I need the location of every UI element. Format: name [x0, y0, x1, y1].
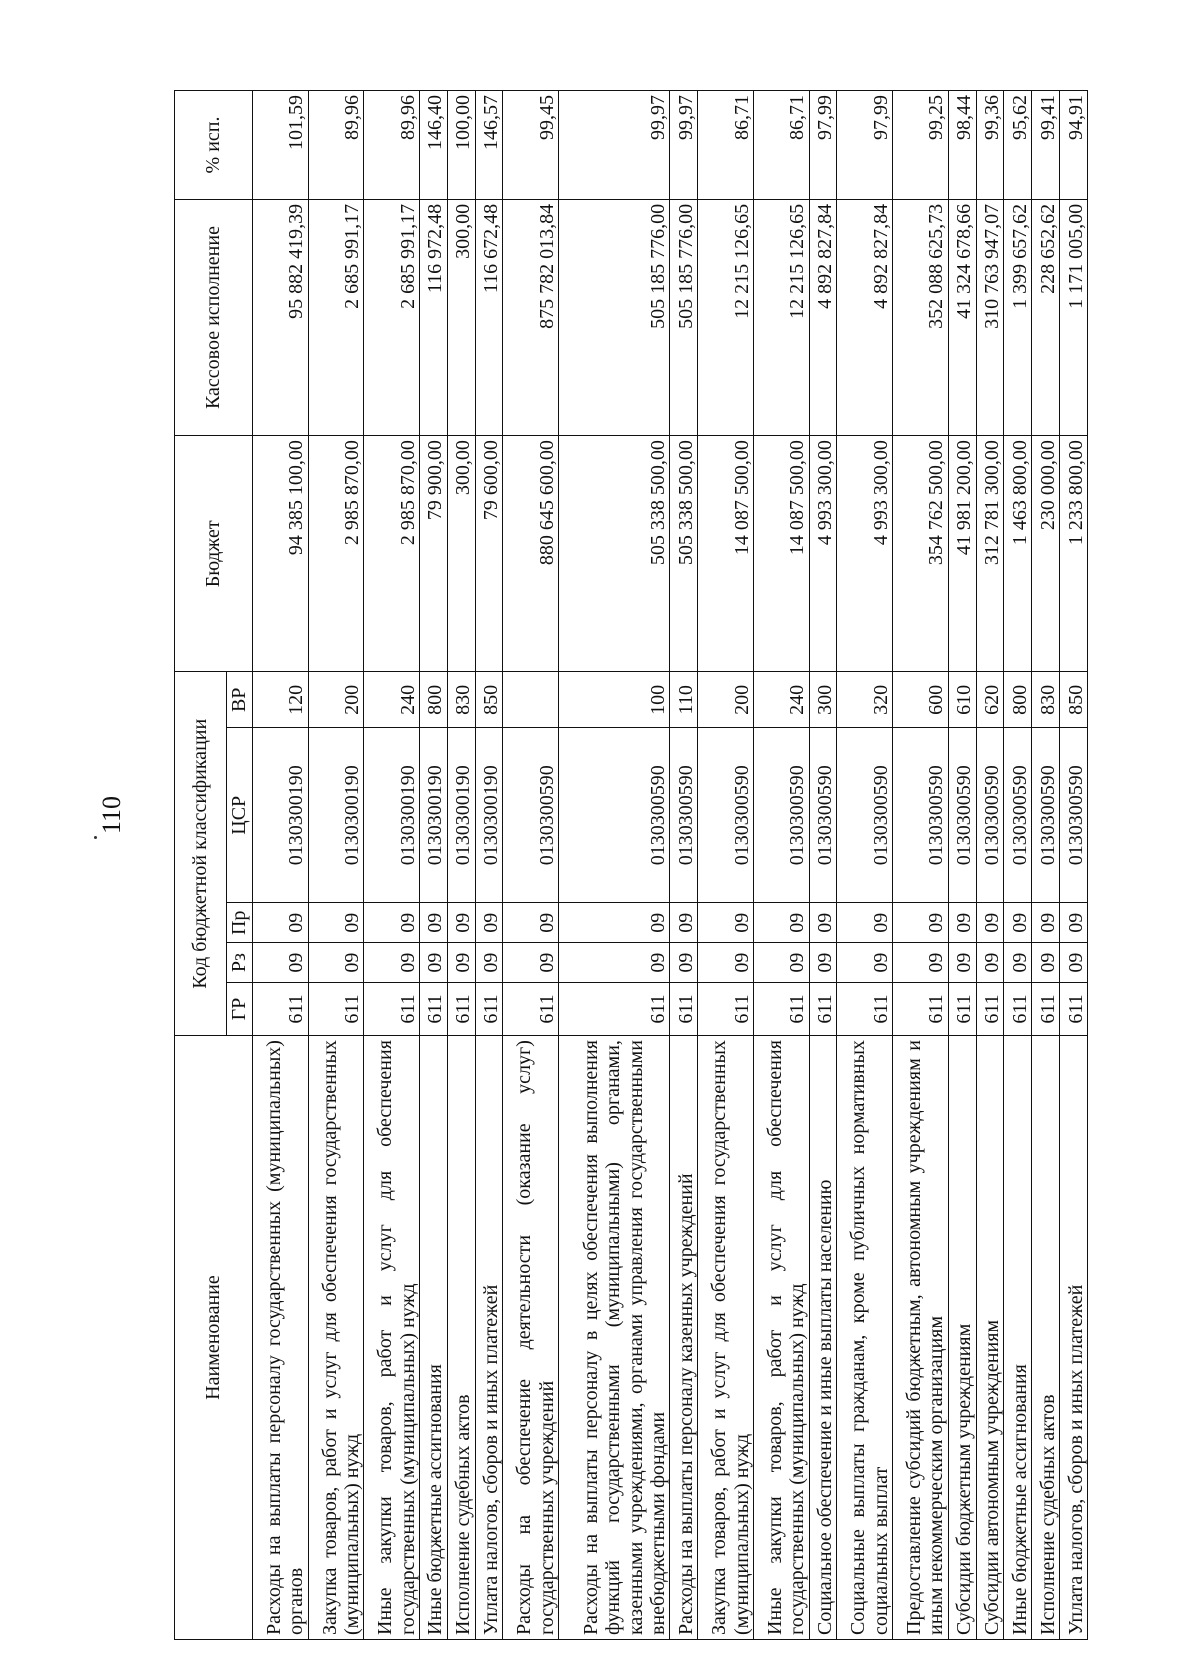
table-body — [253, 91, 1088, 1640]
page-number: 110 — [97, 795, 126, 835]
row-csr-cell: 0130300590 — [559, 728, 670, 903]
row-name-cell: Иные бюджетные ассигнования — [1004, 1036, 1032, 1640]
row-percent-cell: 95,62 — [1004, 91, 1032, 200]
header-name: Наименование — [175, 1036, 253, 1640]
row-budget-cell: 14 087 500,00 — [698, 436, 754, 672]
row-gr-cell: 611 — [893, 983, 949, 1036]
row-cash-cell: 4 892 827,84 — [809, 199, 837, 435]
row-cash-cell: 4 892 827,84 — [837, 199, 893, 435]
row-percent-cell: 89,96 — [364, 91, 420, 200]
row-budget-cell: 79 900,00 — [419, 436, 447, 672]
row-csr-cell: 0130300190 — [475, 728, 503, 903]
row-percent-cell: 99,97 — [559, 91, 670, 200]
row-pr-cell: 09 — [253, 903, 309, 943]
row-csr-cell: 0130300590 — [698, 728, 754, 903]
row-csr-cell: 0130300590 — [976, 728, 1004, 903]
row-pr-cell: 09 — [837, 903, 893, 943]
row-rz-cell: 09 — [837, 943, 893, 983]
table-row — [698, 91, 754, 1640]
row-gr-cell: 611 — [1032, 983, 1060, 1036]
row-rz-cell: 09 — [475, 943, 503, 983]
row-vr-cell: 610 — [948, 672, 976, 728]
row-percent-cell: 86,71 — [698, 91, 754, 200]
row-vr-cell — [503, 672, 559, 728]
row-pr-cell: 09 — [1032, 903, 1060, 943]
row-cash-cell: 2 685 991,17 — [308, 199, 364, 435]
table-row — [893, 91, 949, 1640]
header-vr: ВР — [227, 672, 253, 728]
row-gr-cell: 611 — [253, 983, 309, 1036]
row-name-cell: Предоставление субсидий бюджетным, автономным учреждениям и иным некоммерческим организациям — [893, 1036, 949, 1640]
row-name-cell: Расходы на выплаты персоналу казенных учреждений — [670, 1036, 698, 1640]
row-gr-cell: 611 — [475, 983, 503, 1036]
row-vr-cell: 830 — [447, 672, 475, 728]
header-cash: Кассовое исполнение — [175, 199, 253, 435]
table-row — [670, 91, 698, 1640]
row-pr-cell: 09 — [447, 903, 475, 943]
row-percent-cell: 97,99 — [837, 91, 893, 200]
header-code-group: Код бюджетной классификации — [175, 672, 227, 1036]
row-budget-cell: 300,00 — [447, 436, 475, 672]
row-gr-cell: 611 — [308, 983, 364, 1036]
row-vr-cell: 620 — [976, 672, 1004, 728]
row-rz-cell: 09 — [419, 943, 447, 983]
row-cash-cell: 505 185 776,00 — [559, 199, 670, 435]
row-csr-cell: 0130300190 — [447, 728, 475, 903]
row-csr-cell: 0130300590 — [893, 728, 949, 903]
row-pr-cell: 09 — [308, 903, 364, 943]
row-csr-cell: 0130300190 — [364, 728, 420, 903]
row-cash-cell: 505 185 776,00 — [670, 199, 698, 435]
row-rz-cell: 09 — [976, 943, 1004, 983]
table-row — [1060, 91, 1088, 1640]
row-rz-cell: 09 — [253, 943, 309, 983]
row-pr-cell: 09 — [976, 903, 1004, 943]
row-pr-cell: 09 — [475, 903, 503, 943]
row-csr-cell: 0130300590 — [837, 728, 893, 903]
header-pr: Пр — [227, 903, 253, 943]
row-name-cell: Исполнение судебных актов — [1032, 1036, 1060, 1640]
row-name-cell: Социальное обеспечение и иные выплаты населению — [809, 1036, 837, 1640]
row-rz-cell: 09 — [809, 943, 837, 983]
table-row — [364, 91, 420, 1640]
row-vr-cell: 800 — [1004, 672, 1032, 728]
row-csr-cell: 0130300590 — [1032, 728, 1060, 903]
row-cash-cell: 352 088 625,73 — [893, 199, 949, 435]
row-cash-cell: 1 399 657,62 — [1004, 199, 1032, 435]
table-row — [503, 91, 559, 1640]
table-row — [948, 91, 976, 1640]
row-cash-cell: 41 324 678,66 — [948, 199, 976, 435]
row-gr-cell: 611 — [419, 983, 447, 1036]
table-row — [475, 91, 503, 1640]
row-budget-cell: 41 981 200,00 — [948, 436, 976, 672]
row-name-cell: Социальные выплаты гражданам, кроме публичных нормативных социальных выплат — [837, 1036, 893, 1640]
row-cash-cell: 116 972,48 — [419, 199, 447, 435]
row-pr-cell: 09 — [948, 903, 976, 943]
row-percent-cell: 146,57 — [475, 91, 503, 200]
row-percent-cell: 99,97 — [670, 91, 698, 200]
row-pr-cell: 09 — [1004, 903, 1032, 943]
row-budget-cell: 312 781 300,00 — [976, 436, 1004, 672]
row-cash-cell: 12 215 126,65 — [698, 199, 754, 435]
row-csr-cell: 0130300190 — [419, 728, 447, 903]
row-budget-cell: 79 600,00 — [475, 436, 503, 672]
row-percent-cell: 99,36 — [976, 91, 1004, 200]
row-budget-cell: 1 463 800,00 — [1004, 436, 1032, 672]
row-pr-cell: 09 — [698, 903, 754, 943]
row-percent-cell: 97,99 — [809, 91, 837, 200]
row-csr-cell: 0130300590 — [753, 728, 809, 903]
row-vr-cell: 850 — [475, 672, 503, 728]
row-vr-cell: 800 — [419, 672, 447, 728]
row-budget-cell: 94 385 100,00 — [253, 436, 309, 672]
row-pr-cell: 09 — [419, 903, 447, 943]
row-vr-cell: 600 — [893, 672, 949, 728]
budget-table — [174, 90, 1088, 1640]
row-budget-cell: 505 338 500,00 — [559, 436, 670, 672]
row-percent-cell: 101,59 — [253, 91, 309, 200]
header-gr: ГР — [227, 983, 253, 1036]
row-budget-cell: 354 762 500,00 — [893, 436, 949, 672]
row-cash-cell: 875 782 013,84 — [503, 199, 559, 435]
row-percent-cell: 99,45 — [503, 91, 559, 200]
row-percent-cell: 89,96 — [308, 91, 364, 200]
row-rz-cell: 09 — [893, 943, 949, 983]
row-rz-cell: 09 — [364, 943, 420, 983]
row-pr-cell: 09 — [670, 903, 698, 943]
row-csr-cell: 0130300590 — [670, 728, 698, 903]
row-name-cell: Иные закупки товаров, работ и услуг для обеспечения государственных (муниципальных) нужд — [753, 1036, 809, 1640]
row-csr-cell: 0130300190 — [253, 728, 309, 903]
table-row — [809, 91, 837, 1640]
row-vr-cell: 240 — [364, 672, 420, 728]
row-gr-cell: 611 — [1060, 983, 1088, 1036]
row-name-cell: Расходы на обеспечение деятельности (оказание услуг) государственных учреждений — [503, 1036, 559, 1640]
row-pr-cell: 09 — [809, 903, 837, 943]
row-budget-cell: 505 338 500,00 — [670, 436, 698, 672]
row-gr-cell: 611 — [837, 983, 893, 1036]
row-rz-cell: 09 — [1032, 943, 1060, 983]
row-percent-cell: 100,00 — [447, 91, 475, 200]
row-gr-cell: 611 — [753, 983, 809, 1036]
row-gr-cell: 611 — [809, 983, 837, 1036]
row-pr-cell: 09 — [559, 903, 670, 943]
row-budget-cell: 880 645 600,00 — [503, 436, 559, 672]
row-name-cell: Исполнение судебных актов — [447, 1036, 475, 1640]
row-vr-cell: 850 — [1060, 672, 1088, 728]
row-budget-cell: 4 993 300,00 — [809, 436, 837, 672]
row-csr-cell: 0130300590 — [1060, 728, 1088, 903]
row-rz-cell: 09 — [1060, 943, 1088, 983]
row-cash-cell: 2 685 991,17 — [364, 199, 420, 435]
row-csr-cell: 0130300190 — [308, 728, 364, 903]
row-cash-cell: 310 763 947,07 — [976, 199, 1004, 435]
row-budget-cell: 230 000,00 — [1032, 436, 1060, 672]
row-percent-cell: 99,25 — [893, 91, 949, 200]
table-row — [976, 91, 1004, 1640]
row-cash-cell: 12 215 126,65 — [753, 199, 809, 435]
row-vr-cell: 120 — [253, 672, 309, 728]
row-pr-cell: 09 — [364, 903, 420, 943]
header-percent: % исп. — [175, 91, 253, 200]
row-gr-cell: 611 — [670, 983, 698, 1036]
row-csr-cell: 0130300590 — [503, 728, 559, 903]
row-vr-cell: 830 — [1032, 672, 1060, 728]
row-vr-cell: 100 — [559, 672, 670, 728]
row-cash-cell: 95 882 419,39 — [253, 199, 309, 435]
row-rz-cell: 09 — [308, 943, 364, 983]
row-budget-cell: 2 985 870,00 — [308, 436, 364, 672]
row-gr-cell: 611 — [559, 983, 670, 1036]
row-name-cell: Иные закупки товаров, работ и услуг для обеспечения государственных (муниципальных) нужд — [364, 1036, 420, 1640]
rotated-table-container — [174, 90, 1088, 1640]
row-pr-cell: 09 — [503, 903, 559, 943]
row-vr-cell: 110 — [670, 672, 698, 728]
row-vr-cell: 240 — [753, 672, 809, 728]
table-row — [447, 91, 475, 1640]
row-name-cell: Субсидии автономным учреждениям — [976, 1036, 1004, 1640]
row-budget-cell: 4 993 300,00 — [837, 436, 893, 672]
row-cash-cell: 1 171 005,00 — [1060, 199, 1088, 435]
header-csr: ЦСР — [227, 728, 253, 903]
row-gr-cell: 611 — [364, 983, 420, 1036]
table-row — [308, 91, 364, 1640]
row-rz-cell: 09 — [948, 943, 976, 983]
row-budget-cell: 14 087 500,00 — [753, 436, 809, 672]
row-name-cell: Расходы на выплаты персоналу государственных (муниципальных) органов — [253, 1036, 309, 1640]
row-name-cell: Субсидии бюджетным учреждениям — [948, 1036, 976, 1640]
row-percent-cell: 99,41 — [1032, 91, 1060, 200]
row-vr-cell: 300 — [809, 672, 837, 728]
table-row — [1004, 91, 1032, 1640]
row-rz-cell: 09 — [503, 943, 559, 983]
row-name-cell: Иные бюджетные ассигнования — [419, 1036, 447, 1640]
row-cash-cell: 300,00 — [447, 199, 475, 435]
header-rz: Рз — [227, 943, 253, 983]
row-name-cell: Закупка товаров, работ и услуг для обеспечения государственных (муниципальных) нужд — [308, 1036, 364, 1640]
row-gr-cell: 611 — [976, 983, 1004, 1036]
row-gr-cell: 611 — [447, 983, 475, 1036]
row-rz-cell: 09 — [447, 943, 475, 983]
table-row — [753, 91, 809, 1640]
table-row — [559, 91, 670, 1640]
row-pr-cell: 09 — [1060, 903, 1088, 943]
row-csr-cell: 0130300590 — [948, 728, 976, 903]
row-vr-cell: 320 — [837, 672, 893, 728]
row-percent-cell: 146,40 — [419, 91, 447, 200]
row-pr-cell: 09 — [753, 903, 809, 943]
row-name-cell: Расходы на выплаты персоналу в целях обеспечения выполнения функций государственными (муниципальными) органами, казенными учреждениями, органами управления государственными внебюджетными фондами — [559, 1036, 670, 1640]
table-row — [837, 91, 893, 1640]
row-rz-cell: 09 — [698, 943, 754, 983]
table-row — [253, 91, 309, 1640]
row-budget-cell: 2 985 870,00 — [364, 436, 420, 672]
row-pr-cell: 09 — [893, 903, 949, 943]
row-vr-cell: 200 — [308, 672, 364, 728]
header-budget: Бюджет — [175, 436, 253, 672]
row-gr-cell: 611 — [948, 983, 976, 1036]
row-name-cell: Уплата налогов, сборов и иных платежей — [475, 1036, 503, 1640]
row-rz-cell: 09 — [753, 943, 809, 983]
scan-dot — [94, 836, 97, 839]
row-rz-cell: 09 — [670, 943, 698, 983]
row-cash-cell: 228 652,62 — [1032, 199, 1060, 435]
table-row — [1032, 91, 1060, 1640]
row-name-cell: Уплата налогов, сборов и иных платежей — [1060, 1036, 1088, 1640]
row-percent-cell: 98,44 — [948, 91, 976, 200]
row-csr-cell: 0130300590 — [1004, 728, 1032, 903]
table-row — [419, 91, 447, 1640]
row-budget-cell: 1 233 800,00 — [1060, 436, 1088, 672]
row-csr-cell: 0130300590 — [809, 728, 837, 903]
row-name-cell: Закупка товаров, работ и услуг для обеспечения государственных (муниципальных) нужд — [698, 1036, 754, 1640]
row-rz-cell: 09 — [1004, 943, 1032, 983]
row-percent-cell: 94,91 — [1060, 91, 1088, 200]
row-percent-cell: 86,71 — [753, 91, 809, 200]
row-gr-cell: 611 — [503, 983, 559, 1036]
row-vr-cell: 200 — [698, 672, 754, 728]
row-gr-cell: 611 — [698, 983, 754, 1036]
row-cash-cell: 116 672,48 — [475, 199, 503, 435]
row-gr-cell: 611 — [1004, 983, 1032, 1036]
row-rz-cell: 09 — [559, 943, 670, 983]
